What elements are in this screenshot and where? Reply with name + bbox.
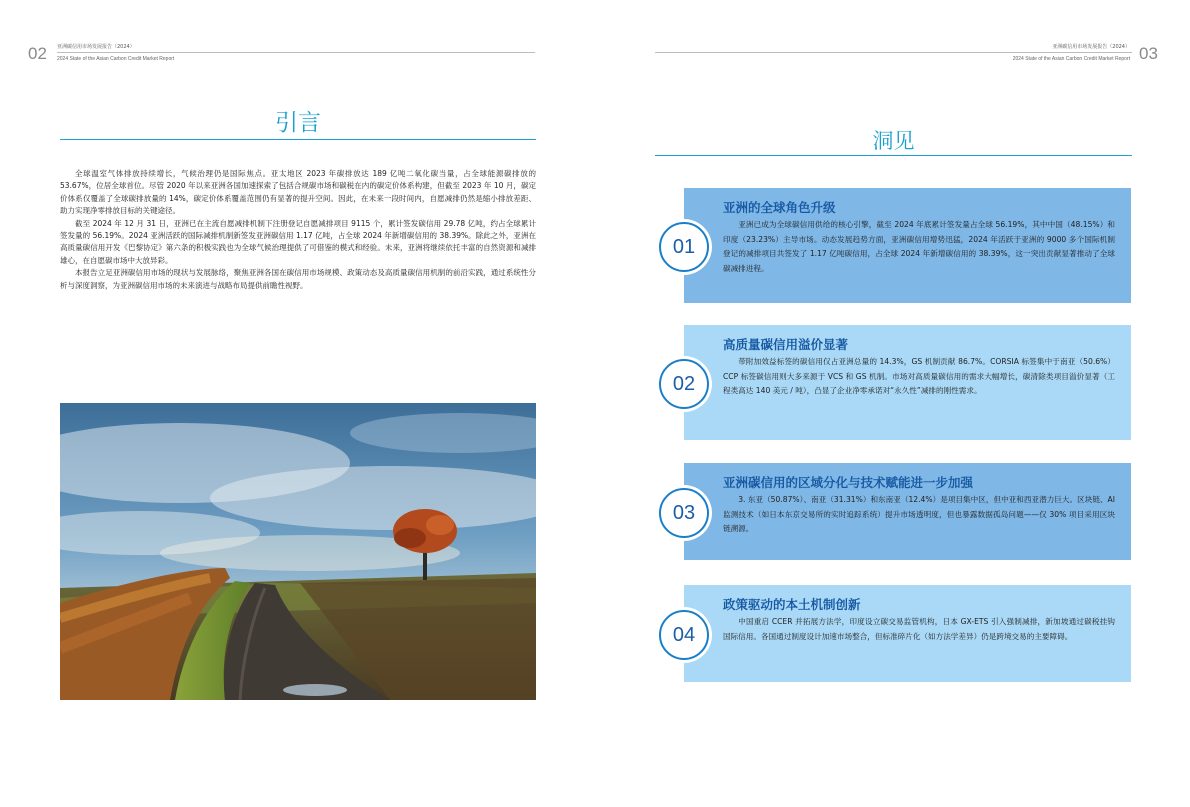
intro-paragraph: 截至 2024 年 12 月 31 日，亚洲已在主流自愿减排机制下注册登记自愿减排项目 9115 个，累计签发碳信用 29.78 亿吨，约占全球累计签发量的 56.19%。2024 亚洲活跃的国际减排机制新签发亚洲碳信用 1.17 亿吨，占全球 2024 年新增碳信用的 38.39%。除此之外，亚洲在高质量碳信用开发《巴黎协定》第六条的积极实践也为全球气候治理提供了可借鉴的模式和经验。未来，亚洲将继续依托丰富的自然资源和减排雄心，在自愿碳市场中大放异彩。 xyxy=(60,218,536,265)
right-header-title-en: 2024 State of the Asian Carbon Credit Market Report xyxy=(1012,56,1130,62)
insight-body xyxy=(723,493,1115,537)
intro-paragraph: 本报告立足亚洲碳信用市场的现状与发展脉络，聚焦亚洲各国在碳信用市场规模、政策动态及高质量碳信用机制的前沿实践，通过系统性分析与深度洞察，为亚洲碳信用市场的未来演进与战略布局提供前瞻性视野。 xyxy=(60,268,536,290)
insight-text: 中国重启 CCER 并拓展方法学，印度设立碳交易监管机构，日本 GX-ETS 引入强制减排，新加坡通过碳税挂钩国际信用。各国通过制度设计加速市场整合，但标准碎片化（如方法学差异）仍是跨境交易的主要障碍。 xyxy=(723,617,1115,641)
insight-card xyxy=(684,325,1131,440)
insights-title-rule xyxy=(655,155,1132,156)
insight-title: 亚洲的全球角色升级 xyxy=(723,200,836,215)
insight-body xyxy=(723,615,1115,644)
insight-text: 带附加效益标签的碳信用仅占亚洲总量的 14.3%，GS 机制贡献 86.7%。CORSIA 标签集中于南亚（50.6%）CCP 标签碳信用则大多来源于 VCS 和 GS 机制。市场对高质量碳信用的需求大幅增长，碳清除类项目溢价显著（工程类高达 140 美元 / 吨），凸显了企业净零承诺对“永久性”减排的刚性需求。 xyxy=(723,357,1115,396)
insight-number-badge: 03 xyxy=(659,488,709,538)
intro-text xyxy=(60,168,536,292)
insight-body xyxy=(723,218,1115,276)
landscape-tree-road-photo xyxy=(60,403,536,700)
insight-card xyxy=(684,188,1131,303)
insight-number-badge: 01 xyxy=(659,222,709,272)
insight-title: 高质量碳信用溢价显著 xyxy=(723,337,849,352)
insight-number-badge: 04 xyxy=(659,610,709,660)
left-header-divider xyxy=(57,52,535,53)
insight-text: 亚洲已成为全球碳信用供给的核心引擎，截至 2024 年底累计签发量占全球 56.19%，其中中国（48.15%）和印度（23.23%）主导市场。动态发展趋势方面，亚洲碳信用增势迅猛，2024 年活跃于亚洲的 9000 多个国际机制登记的减排项目共签发了 1.17 亿吨碳信用，占全球 2024 年新增碳信用的 38.39%，这一突出贡献显著推动了全球碳减排进程。 xyxy=(723,220,1115,273)
insight-card xyxy=(684,585,1131,682)
intro-title-rule xyxy=(60,139,536,140)
intro-title: 引言 xyxy=(275,110,321,136)
left-header-title-cn: 亚洲碳信用市场发展报告（2024） xyxy=(57,44,135,50)
right-page-number: 03 xyxy=(1139,44,1158,63)
intro-paragraph: 全球温室气体排放持续增长，气候治理仍是国际焦点。亚太地区 2023 年碳排放达 189 亿吨二氧化碳当量，占全球能源碳排放的 53.67%，位居全球首位。尽管 2020 年以来亚洲各国加速探索了包括合规碳市场和碳税在内的碳定价体系构建，但截至 2023 年 10 月，碳定价体系仅覆盖了全球碳排放量的 14%，碳定价体系覆盖范围仍有显著的提升空间。因此，在未来一段时间内，自愿减排仍然是缩小排放差距、助力实现净零排放目标的关键途径。 xyxy=(60,169,536,216)
right-header-divider xyxy=(655,52,1132,53)
right-header-title-cn: 亚洲碳信用市场发展报告（2024） xyxy=(1052,44,1130,50)
left-page-number: 02 xyxy=(28,44,47,63)
insight-title: 亚洲碳信用的区域分化与技术赋能进一步加强 xyxy=(723,475,974,490)
landscape-photo xyxy=(60,403,536,700)
insight-number-badge: 02 xyxy=(659,359,709,409)
insight-card xyxy=(684,463,1131,560)
insight-title: 政策驱动的本土机制创新 xyxy=(723,597,861,612)
insight-text: 3. 东亚（50.87%）、南亚（31.31%）和东南亚（12.4%）是项目集中区，但中亚和西亚潜力巨大。区块链、AI 监测技术（如日本东京交易所的实时追踪系统）提升市场透明度，但也暴露数据孤岛问题——仅 30% 项目采用区块链溯源。 xyxy=(723,495,1115,534)
insights-title: 洞见 xyxy=(872,129,915,153)
left-header-title-en: 2024 State of the Asian Carbon Credit Market Report xyxy=(57,56,175,62)
insight-body xyxy=(723,355,1115,399)
